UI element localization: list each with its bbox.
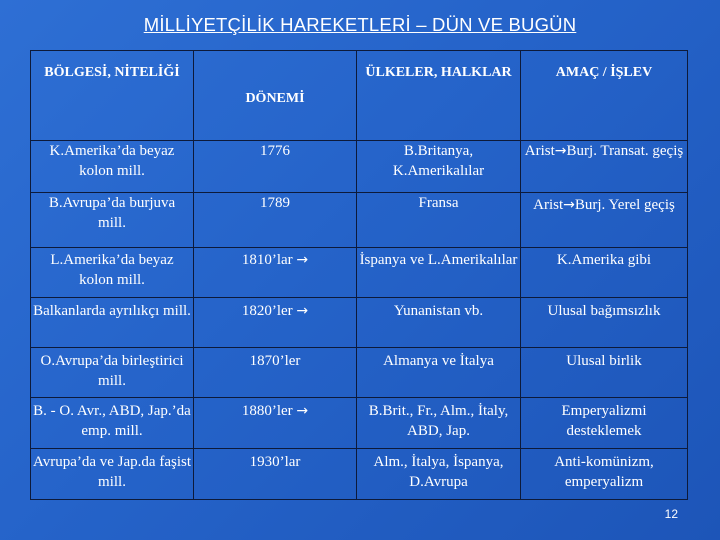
cell-purpose: Anti-komünizm, emperyalizm (521, 449, 688, 500)
cell-purpose: K.Amerika gibi (521, 248, 688, 298)
header-purpose: AMAÇ / İŞLEV (521, 51, 688, 141)
cell-region: L.Amerika’da beyaz kolon mill. (31, 248, 194, 298)
arrow-right-icon: → (296, 303, 309, 319)
purpose-from: Arist (533, 197, 564, 213)
cell-period: 1930’lar (194, 449, 357, 500)
cell-purpose: Emperyalizmi desteklemek (521, 398, 688, 449)
table-row (31, 348, 688, 398)
cell-period: 1776 (194, 141, 357, 193)
cell-purpose: Ulusal bağımsızlık (521, 298, 688, 348)
table-row (31, 193, 688, 248)
purpose-to: Burj. Transat. geçiş (566, 143, 684, 159)
cell-countries: B.Brit., Fr., Alm., İtaly, ABD, Jap. (357, 398, 521, 449)
cell-region: B.Avrupa’da burjuva mill. (31, 193, 194, 248)
header-region: BÖLGESİ, NİTELİĞİ (31, 51, 194, 141)
nationalism-table (30, 50, 688, 500)
period-text: 1810’lar (241, 252, 293, 268)
cell-period (194, 248, 357, 298)
cell-countries: Yunanistan vb. (357, 298, 521, 348)
table-row (31, 398, 688, 449)
arrow-right-icon: → (554, 143, 567, 159)
arrow-right-icon: → (296, 403, 309, 419)
header-period: DÖNEMİ (194, 51, 357, 141)
cell-purpose (521, 141, 688, 193)
table-row (31, 449, 688, 500)
header-countries: ÜLKELER, HALKLAR (357, 51, 521, 141)
cell-purpose (521, 193, 688, 248)
cell-countries: B.Britanya, K.Amerikalılar (357, 141, 521, 193)
cell-region: Avrupa’da ve Jap.da faşist mill. (31, 449, 194, 500)
cell-countries: Almanya ve İtalya (357, 348, 521, 398)
purpose-from: Arist (524, 143, 555, 159)
arrow-right-icon: → (296, 252, 309, 268)
purpose-to: Burj. Yerel geçiş (574, 197, 675, 213)
cell-period: 1789 (194, 193, 357, 248)
cell-countries: Fransa (357, 193, 521, 248)
period-text: 1820’ler (241, 303, 293, 319)
cell-purpose: Ulusal birlik (521, 348, 688, 398)
cell-region: O.Avrupa’da birleştirici mill. (31, 348, 194, 398)
cell-period: 1870’ler (194, 348, 357, 398)
slide-title: MİLLİYETÇİLİK HAREKETLERİ – DÜN VE BUGÜN (143, 14, 577, 35)
table-row (31, 298, 688, 348)
cell-period (194, 398, 357, 449)
table-header-row (31, 51, 688, 141)
cell-region: B. - O. Avr., ABD, Jap.’da emp. mill. (31, 398, 194, 449)
cell-countries: Alm., İtalya, İspanya, D.Avrupa (357, 449, 521, 500)
cell-region: K.Amerika’da beyaz kolon mill. (31, 141, 194, 193)
period-text: 1880’ler (241, 403, 293, 419)
page-number: 12 (664, 507, 678, 521)
arrow-right-icon: → (563, 197, 575, 213)
cell-period (194, 298, 357, 348)
table-row (31, 141, 688, 193)
cell-region: Balkanlarda ayrılıkçı mill. (31, 298, 194, 348)
cell-countries: İspanya ve L.Amerikalılar (357, 248, 521, 298)
table-row (31, 248, 688, 298)
